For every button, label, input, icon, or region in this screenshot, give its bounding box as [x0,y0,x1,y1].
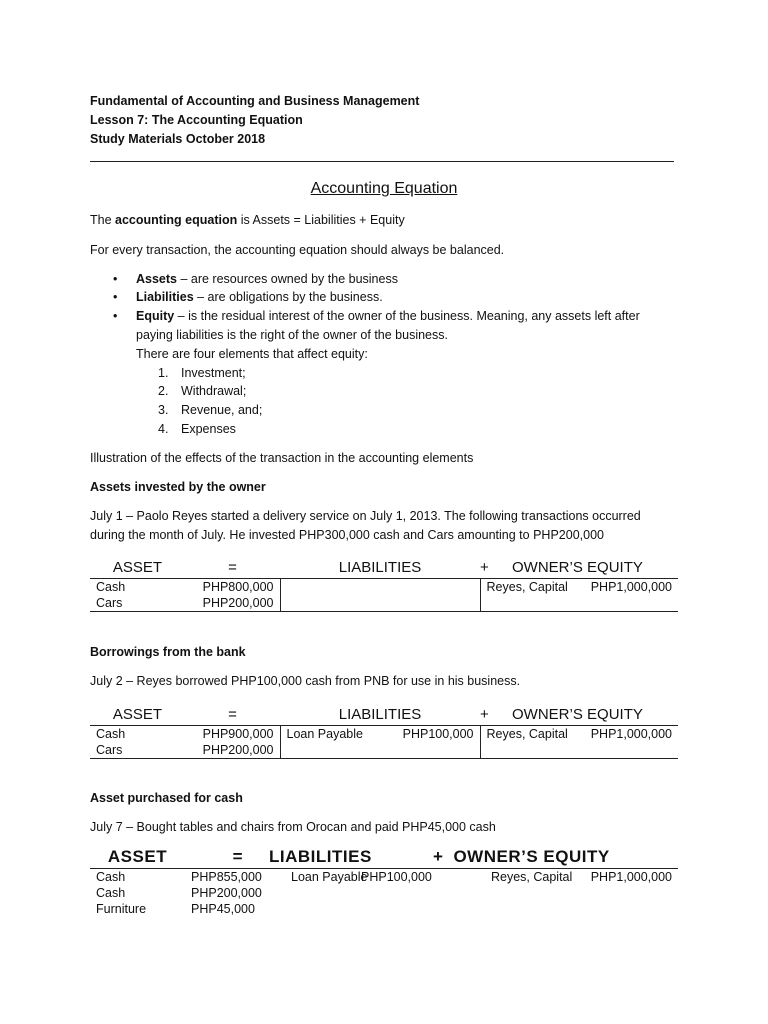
owners-equity-header [512,556,678,579]
bullet-equity [136,309,640,323]
equity-value [565,901,678,917]
bullet-term: Equity [136,309,175,323]
list-number: 2. [158,384,169,398]
asset-name: Cash [96,870,126,884]
liability-name: Loan Payable [280,726,380,743]
header-rule [90,150,674,164]
asset-name: Cash [96,727,126,741]
liability-name [255,901,355,917]
owners-equity-header [433,846,678,869]
equity-value: PHP1,000,000 [590,870,673,884]
liability-name [280,579,380,596]
equation-table [90,846,678,917]
asset-value: PHP900,000 [202,727,274,741]
equity-name: Reyes, Capital [480,726,580,743]
liability-value [380,742,480,759]
lesson-title: Lesson 7: The Accounting Equation [90,113,303,127]
section-heading: Borrowings from the bank [90,645,246,659]
bullet-dot: • [113,309,118,323]
intro-paragraph [90,213,405,227]
equity-name [455,885,565,901]
table-row [90,885,678,901]
equation-header [90,556,678,579]
plus-sign: + [480,558,489,576]
equation-table [90,556,678,612]
equity-value: PHP1,000,000 [590,727,673,741]
asset-name: Cars [90,595,185,612]
asset-name: Cash [96,886,126,900]
bullet-text: – are resources owned by the business [177,272,398,286]
intro-pre: The [90,213,116,227]
table-row [90,595,678,612]
intro-bold: accounting equation [115,213,238,227]
liability-name: Loan Payable [291,870,368,884]
liability-value [355,885,455,901]
intro-post: is Assets = Liabilities + Equity [237,213,405,227]
owners-equity-label: OWNER’S EQUITY [512,705,643,723]
equity-name: Reyes, Capital [480,579,580,596]
equation-header [90,703,678,726]
owners-equity-header [512,703,678,726]
equity-value [565,885,678,901]
list-number: 3. [158,403,169,417]
section-heading: Asset purchased for cash [90,791,243,805]
plus-sign: + [433,847,444,866]
bullet-assets [136,272,398,286]
bullet-dot: • [113,290,118,304]
section-heading: Assets invested by the owner [90,480,266,494]
section-text: during the month of July. He invested PHP300,000 cash and Cars amounting to PHP200,000 [90,528,604,542]
study-date: Study Materials October 2018 [90,132,266,146]
bullet-term: Assets [136,272,177,286]
equity-value: PHP1,000,000 [590,580,673,594]
equals-sign: = [185,846,255,869]
equity-value [580,595,678,612]
course-title: Fundamental of Accounting and Business Management [90,94,420,108]
illustration-paragraph: Illustration of the effects of the transaction in the accounting elements [90,451,474,465]
asset-value: PHP200,000 [191,886,262,900]
liability-value [355,901,455,917]
list-item: Expenses [181,422,236,436]
section-text: July 2 – Reyes borrowed PHP100,000 cash from PNB for use in his business. [90,674,521,688]
bullet-text: – is the residual interest of the owner of the business. Meaning, any assets left after [174,309,640,323]
asset-name: Cash [96,580,126,594]
page-title: Accounting Equation [310,180,458,197]
liabilities-header: LIABILITIES [255,846,455,869]
section-text: July 1 – Paolo Reyes started a delivery service on July 1, 2013. The following transactions occurred [90,509,641,523]
owners-equity-label: OWNER’S EQUITY [453,847,610,866]
equity-name [480,595,580,612]
equity-value [580,742,678,759]
equals-sign: = [185,556,280,579]
liability-value: PHP100,000 [361,870,432,884]
liability-name [280,595,380,612]
liabilities-header: LIABILITIES [280,703,480,726]
equity-name: Reyes, Capital [491,870,573,884]
section-text: July 7 – Bought tables and chairs from Orocan and paid PHP45,000 cash [90,820,496,834]
asset-name: Furniture [96,902,147,916]
asset-name: Cars [90,742,185,759]
list-number: 1. [158,366,169,380]
asset-header: ASSET [90,846,185,869]
equation-table [90,703,678,759]
liability-name [280,742,380,759]
list-number: 4. [158,422,169,436]
list-item: Investment; [181,366,246,380]
equity-elements-intro: There are four elements that affect equity: [136,347,368,361]
equity-name [480,742,580,759]
asset-header: ASSET [90,703,185,726]
asset-header: ASSET [90,556,185,579]
liability-name [255,885,355,901]
asset-value: PHP855,000 [191,870,262,884]
asset-value: PHP200,000 [185,742,280,759]
asset-value: PHP800,000 [202,580,274,594]
bullet-dot: • [113,272,118,286]
equity-continued: paying liabilities is the right of the owner of the business. [136,328,448,342]
list-item: Revenue, and; [181,403,263,417]
liability-value [380,595,480,612]
liability-value [380,579,480,596]
table-row [90,579,678,596]
bullet-liabilities [136,290,383,304]
equity-name [455,901,565,917]
equals-sign: = [185,703,280,726]
asset-value: PHP45,000 [191,902,255,916]
balanced-paragraph: For every transaction, the accounting equation should always be balanced. [90,243,505,257]
table-row [90,869,678,886]
bullet-term: Liabilities [136,290,194,304]
table-row [90,901,678,917]
plus-sign: + [480,705,489,723]
asset-value: PHP200,000 [185,595,280,612]
owners-equity-label: OWNER’S EQUITY [512,558,643,576]
bullet-text: – are obligations by the business. [193,290,383,304]
liability-value: PHP100,000 [402,727,474,741]
equation-header [90,846,678,869]
liabilities-header: LIABILITIES [280,556,480,579]
list-item: Withdrawal; [181,384,247,398]
table-row [90,726,678,743]
table-row [90,742,678,759]
